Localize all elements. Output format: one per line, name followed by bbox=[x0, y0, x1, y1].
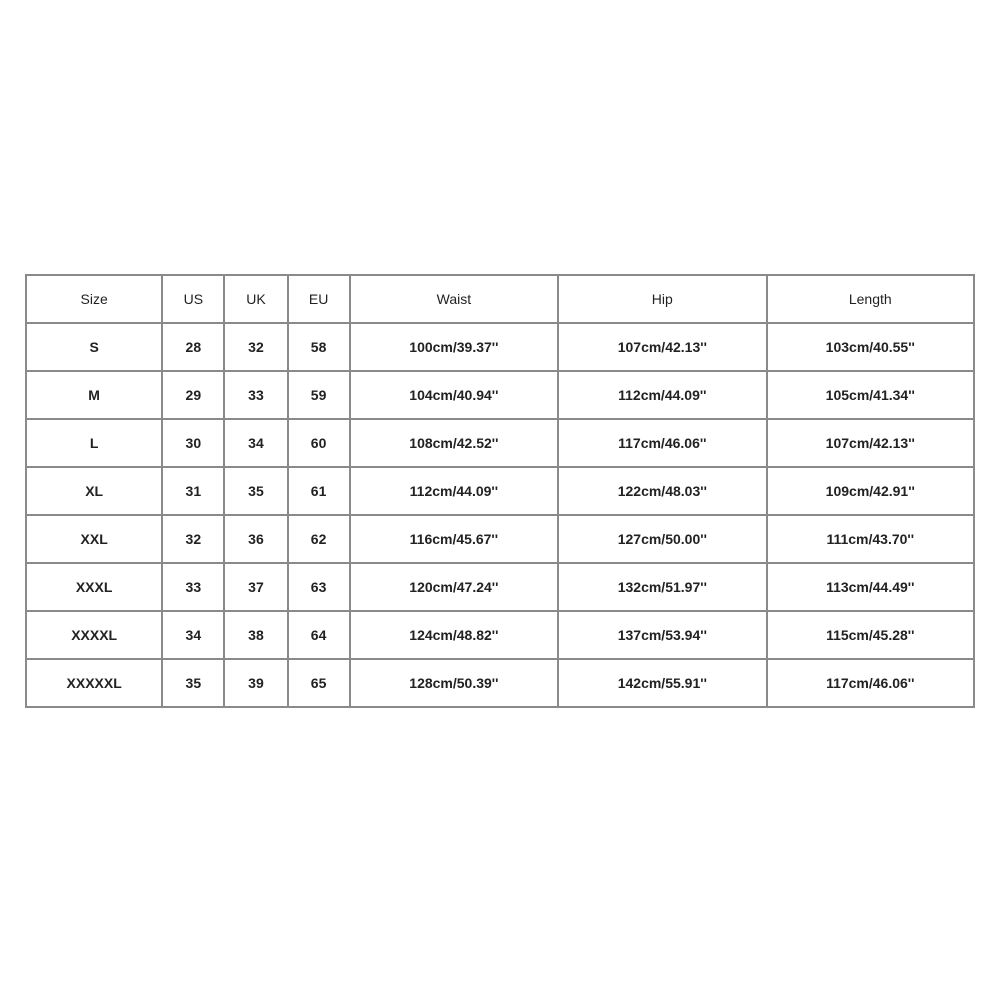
cell-size: XXL bbox=[26, 515, 162, 563]
cell-us: 28 bbox=[162, 323, 224, 371]
table-row bbox=[26, 659, 974, 707]
cell-hip: 117cm/46.06'' bbox=[558, 419, 766, 467]
cell-eu: 63 bbox=[288, 563, 350, 611]
cell-eu: 58 bbox=[288, 323, 350, 371]
table-row bbox=[26, 419, 974, 467]
size-chart-table bbox=[25, 274, 975, 708]
cell-uk: 32 bbox=[224, 323, 287, 371]
cell-size: S bbox=[26, 323, 162, 371]
cell-length: 117cm/46.06'' bbox=[767, 659, 974, 707]
cell-waist: 100cm/39.37'' bbox=[350, 323, 558, 371]
cell-length: 109cm/42.91'' bbox=[767, 467, 974, 515]
header-us: US bbox=[162, 275, 224, 323]
cell-hip: 132cm/51.97'' bbox=[558, 563, 766, 611]
cell-us: 31 bbox=[162, 467, 224, 515]
cell-length: 107cm/42.13'' bbox=[767, 419, 974, 467]
cell-uk: 37 bbox=[224, 563, 287, 611]
table-row bbox=[26, 515, 974, 563]
cell-uk: 34 bbox=[224, 419, 287, 467]
cell-eu: 62 bbox=[288, 515, 350, 563]
cell-eu: 64 bbox=[288, 611, 350, 659]
cell-uk: 33 bbox=[224, 371, 287, 419]
header-waist: Waist bbox=[350, 275, 558, 323]
cell-length: 115cm/45.28'' bbox=[767, 611, 974, 659]
cell-size: L bbox=[26, 419, 162, 467]
cell-hip: 112cm/44.09'' bbox=[558, 371, 766, 419]
cell-us: 32 bbox=[162, 515, 224, 563]
cell-us: 30 bbox=[162, 419, 224, 467]
cell-waist: 116cm/45.67'' bbox=[350, 515, 558, 563]
cell-us: 35 bbox=[162, 659, 224, 707]
cell-waist: 112cm/44.09'' bbox=[350, 467, 558, 515]
cell-length: 111cm/43.70'' bbox=[767, 515, 974, 563]
header-hip: Hip bbox=[558, 275, 766, 323]
cell-waist: 128cm/50.39'' bbox=[350, 659, 558, 707]
cell-us: 33 bbox=[162, 563, 224, 611]
cell-waist: 104cm/40.94'' bbox=[350, 371, 558, 419]
cell-us: 34 bbox=[162, 611, 224, 659]
cell-eu: 61 bbox=[288, 467, 350, 515]
cell-waist: 108cm/42.52'' bbox=[350, 419, 558, 467]
table-row bbox=[26, 371, 974, 419]
cell-size: XXXXL bbox=[26, 611, 162, 659]
cell-waist: 124cm/48.82'' bbox=[350, 611, 558, 659]
cell-eu: 65 bbox=[288, 659, 350, 707]
header-size: Size bbox=[26, 275, 162, 323]
header-length: Length bbox=[767, 275, 974, 323]
cell-size: M bbox=[26, 371, 162, 419]
header-uk: UK bbox=[224, 275, 287, 323]
table-row bbox=[26, 611, 974, 659]
cell-size: XL bbox=[26, 467, 162, 515]
cell-hip: 142cm/55.91'' bbox=[558, 659, 766, 707]
cell-length: 105cm/41.34'' bbox=[767, 371, 974, 419]
cell-length: 103cm/40.55'' bbox=[767, 323, 974, 371]
cell-eu: 59 bbox=[288, 371, 350, 419]
cell-hip: 107cm/42.13'' bbox=[558, 323, 766, 371]
cell-uk: 35 bbox=[224, 467, 287, 515]
cell-size: XXXL bbox=[26, 563, 162, 611]
table-row bbox=[26, 323, 974, 371]
cell-length: 113cm/44.49'' bbox=[767, 563, 974, 611]
table-row bbox=[26, 467, 974, 515]
cell-hip: 127cm/50.00'' bbox=[558, 515, 766, 563]
cell-eu: 60 bbox=[288, 419, 350, 467]
cell-uk: 39 bbox=[224, 659, 287, 707]
table-header-row bbox=[26, 275, 974, 323]
cell-waist: 120cm/47.24'' bbox=[350, 563, 558, 611]
cell-hip: 122cm/48.03'' bbox=[558, 467, 766, 515]
cell-uk: 36 bbox=[224, 515, 287, 563]
cell-us: 29 bbox=[162, 371, 224, 419]
cell-uk: 38 bbox=[224, 611, 287, 659]
table-row bbox=[26, 563, 974, 611]
cell-hip: 137cm/53.94'' bbox=[558, 611, 766, 659]
header-eu: EU bbox=[288, 275, 350, 323]
cell-size: XXXXXL bbox=[26, 659, 162, 707]
